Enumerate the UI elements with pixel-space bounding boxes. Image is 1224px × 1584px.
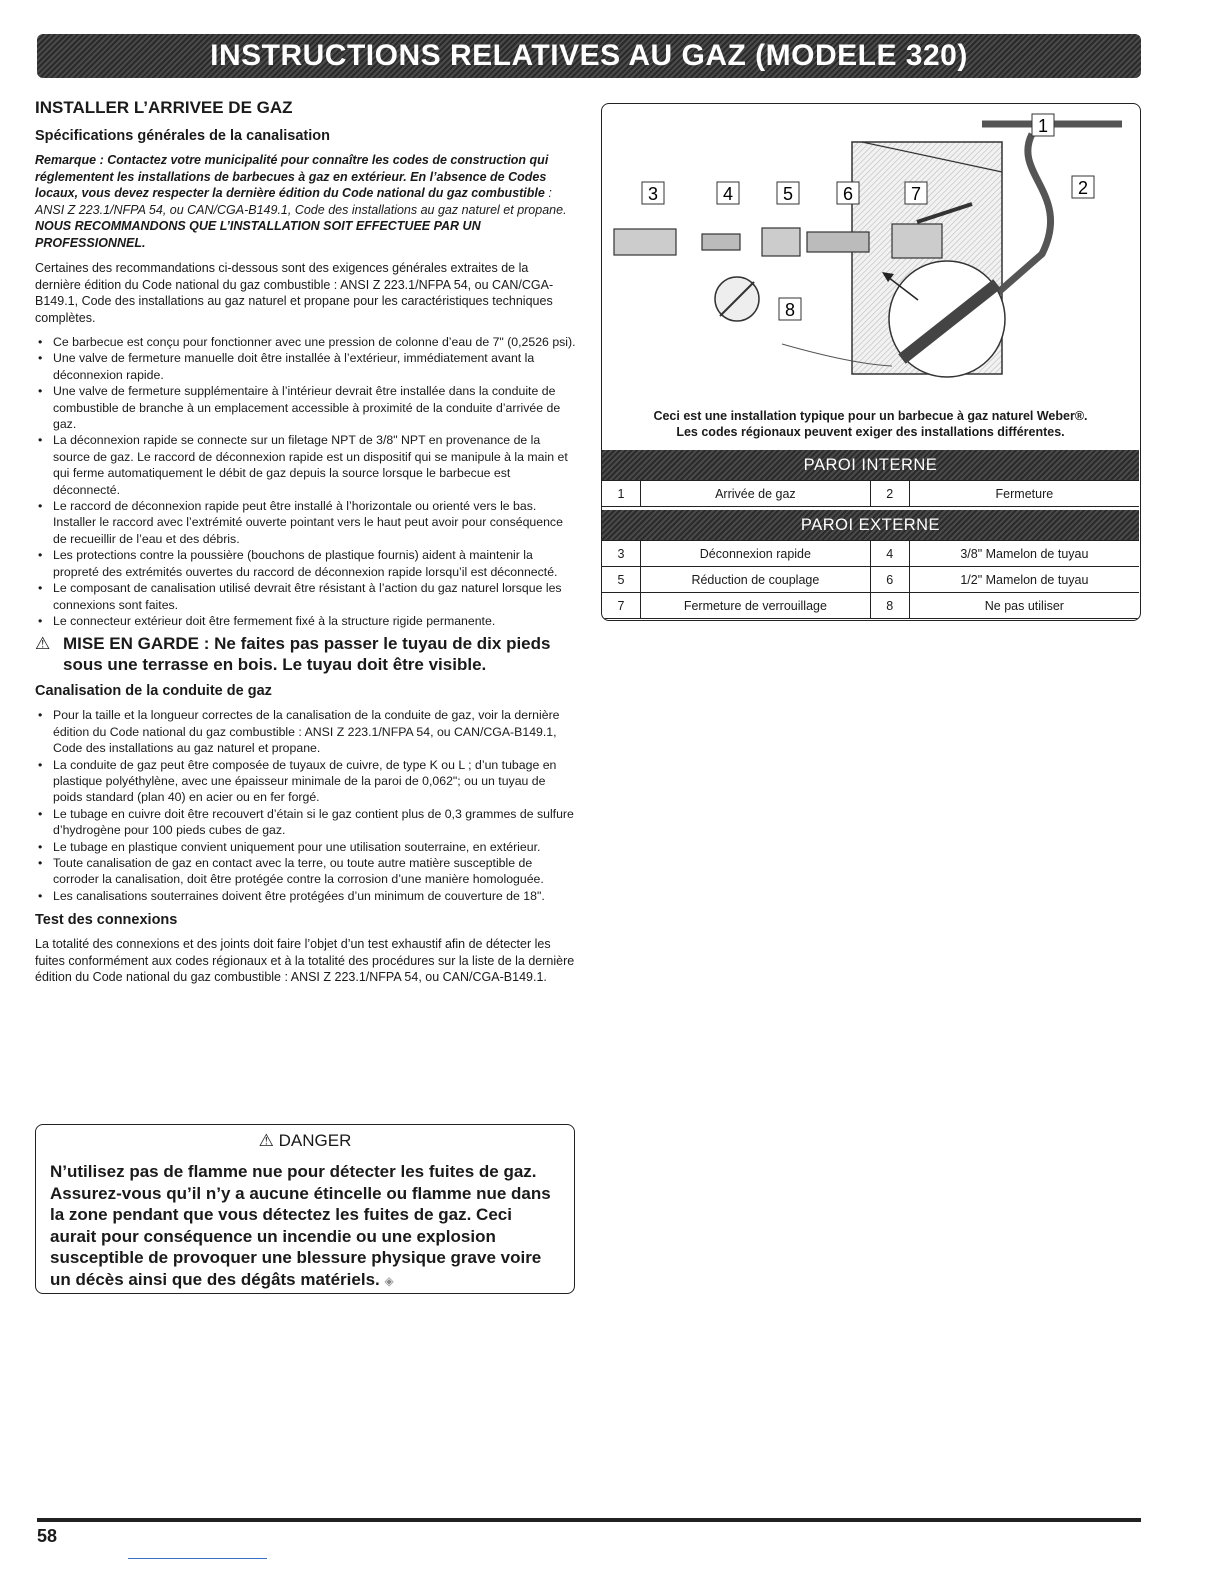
list-item: • La déconnexion rapide se connecte sur un filetage NPT de 3/8" NPT en provenance de la source de gaz. Le raccord de déconnexion rapide est un dispositif qui se manipule à la main et qui ferme automatiquement le débit de gaz depuis la source lorsque le barbecue est déconnecté. [35, 432, 577, 498]
danger-box [35, 1124, 575, 1294]
part-number: 7 [602, 593, 641, 619]
danger-title: DANGER [278, 1131, 352, 1150]
table-row [602, 481, 1139, 507]
list-item: • Ce barbecue est conçu pour fonctionner avec une pression de colonne d’eau de 7" (0,2526 psi). [35, 334, 577, 350]
shutoff-valve-part [892, 224, 942, 258]
caption-line-2: Les codes régionaux peuvent exiger des installations différentes. [676, 425, 1065, 439]
list-item: • Le tubage en plastique convient uniquement pour une utilisation souterraine, en extérieur. [35, 839, 577, 855]
part-label: Réduction de couplage [641, 567, 871, 593]
note-bold: Remarque : Contactez votre municipalité pour connaître les codes de construction qui réglementent les installations de barbecues à gaz en extérieur. En l’absence de Codes locaux, vous devez respecter la dernière édition du Code national du gaz combustible [35, 153, 549, 200]
quick-disconnect-part [614, 229, 676, 255]
part-label: Ne pas utiliser [909, 593, 1139, 619]
page-title: INSTRUCTIONS RELATIVES AU GAZ (MODELE 320) [210, 39, 968, 72]
list-item: • Les protections contre la poussière (bouchons de plastique fournis) aident à maintenir la propreté des extrémités ouvertes du raccord de déconnexion rapide lorsqu’il est déconnecté. [35, 547, 577, 580]
part-label: 3/8" Mamelon de tuyau [909, 541, 1139, 567]
part-number: 8 [870, 593, 909, 619]
specs-list [35, 334, 577, 629]
specs-intro: Certaines des recommandations ci-dessous sont des exigences générales extraites de la dernière édition du Code national du gaz combustible : ANSI Z 223.1/NFPA 54, ou CAN/CGA-B149.1, Code des installations au gaz naturel et propane pour les caractéristiques techniques complètes. [35, 261, 554, 325]
footer-rule [37, 1518, 1141, 1522]
callout-6: 6 [842, 184, 854, 204]
part-number: 5 [602, 567, 641, 593]
part-label: Fermeture [909, 481, 1139, 507]
warning-text: MISE EN GARDE : Ne faites pas passer le tuyau de dix pieds sous une terrasse en bois. Le tuyau doit être visible. [63, 634, 551, 675]
part-label: Fermeture de verrouillage [641, 593, 871, 619]
page-title-banner [37, 34, 1141, 78]
piping-subheading: Canalisation de la conduite de gaz [35, 683, 272, 700]
left-column [35, 98, 577, 994]
nipple-1-2-part [807, 232, 869, 252]
callout-5: 5 [782, 184, 794, 204]
note-regular: : ANSI Z 223.1/NFPA 54, ou CAN/CGA-B149.1, Code des installations au gaz naturel et propane. [35, 186, 567, 217]
internal-wall-title: PAROI INTERNE [803, 455, 938, 474]
callout-3: 3 [647, 184, 659, 204]
part-number: 4 [870, 541, 909, 567]
caption-line-1: Ceci est une installation typique pour un barbecue à gaz naturel Weber®. [653, 409, 1088, 423]
part-label: 1/2" Mamelon de tuyau [909, 567, 1139, 593]
end-mark-icon: ◈ [384, 1273, 394, 1288]
part-number: 6 [870, 567, 909, 593]
footer-link-underline [128, 1558, 267, 1559]
list-item: • Les canalisations souterraines doivent être protégées d’un minimum de couverture de 18". [35, 888, 577, 904]
table-row [602, 593, 1139, 619]
nipple-3-8-part [702, 234, 740, 250]
danger-icon: ⚠ [258, 1131, 274, 1150]
piping-list [35, 707, 577, 904]
internal-wall-header [602, 450, 1139, 480]
list-item: • Une valve de fermeture supplémentaire à l’intérieur devrait être installée dans la conduite de combustible de branche à un emplacement accessible à proximité de la conduite d’arrivée de gaz. [35, 383, 577, 432]
list-item: • Toute canalisation de gaz en contact avec la terre, ou toute autre matière susceptible de corroder la canalisation, doit être protégée contre la corrosion d’une manière homologuée. [35, 855, 577, 888]
list-item: • Le connecteur extérieur doit être fermement fixé à la structure rigide permanente. [35, 613, 577, 629]
warning-icon: ⚠ [35, 634, 51, 654]
part-number: 3 [602, 541, 641, 567]
danger-text: N’utilisez pas de flamme nue pour détecter les fuites de gaz. Assurez-vous qu’il n’y a aucune étincelle ou flamme nue dans la zone pendant que vous détectez les fuites de gaz. Ceci aurait pour conséquence un incendie ou une explosion susceptible de provoquer une blessure physique grave voire un décès ainsi que des dégâts matériels. [50, 1162, 551, 1289]
gas-installation-figure [601, 103, 1141, 621]
callout-4: 4 [722, 184, 734, 204]
list-item: • La conduite de gaz peut être composée de tuyaux de cuivre, de type K ou L ; d’un tubage en plastique polyéthylène, avec une épaisseur minimale de la paroi de 0,062"; ou un tuyau de poids standard (plan 40) en acier ou en fer forgé. [35, 757, 577, 806]
external-wall-header [602, 510, 1139, 540]
external-parts-table [602, 540, 1139, 619]
part-number: 1 [602, 481, 641, 507]
part-number: 2 [870, 481, 909, 507]
specs-subheading: Spécifications générales de la canalisation [35, 128, 330, 144]
list-item: • Le tubage en cuivre doit être recouvert d’étain si le gaz contient plus de 0,3 grammes de sulfure d’hydrogène pour 100 pieds cubes de gaz. [35, 806, 577, 839]
list-item: • Une valve de fermeture manuelle doit être installée à l’extérieur, immédiatement avant la déconnexion rapide. [35, 350, 577, 383]
external-wall-title: PAROI EXTERNE [800, 515, 941, 534]
test-subheading: Test des connexions [35, 912, 178, 929]
callout-2: 2 [1077, 178, 1089, 198]
part-label: Arrivée de gaz [641, 481, 871, 507]
internal-parts-table [602, 480, 1139, 507]
test-text: La totalité des connexions et des joints doit faire l’objet d’un test exhaustif afin de détecter les fuites conformément aux codes régionaux et à la totalité des procédures sur la liste de la dernière édition du Code national du gaz combustible : ANSI Z 223.1/NFPA 54, ou CAN/CGA-B149.1. [35, 937, 575, 985]
installation-note [35, 152, 577, 251]
callout-8: 8 [784, 300, 796, 320]
note-caps: NOUS RECOMMANDONS QUE L’INSTALLATION SOIT EFFECTUEE PAR UN PROFESSIONNEL. [35, 219, 481, 250]
installation-illustration [602, 104, 1139, 404]
callout-7: 7 [910, 184, 922, 204]
table-row [602, 541, 1139, 567]
table-row [602, 567, 1139, 593]
danger-text-block [50, 1161, 560, 1292]
danger-title-row [50, 1131, 560, 1151]
section-heading: INSTALLER L’ARRIVEE DE GAZ [35, 98, 293, 117]
page-number: 58 [37, 1526, 58, 1546]
list-item: • Le composant de canalisation utilisé devrait être résistant à l’action du gaz naturel lorsque les connexions sont faites. [35, 580, 577, 613]
warning-notice [35, 633, 577, 675]
reducer-part [762, 228, 800, 256]
part-label: Déconnexion rapide [641, 541, 871, 567]
figure-caption [602, 408, 1139, 440]
list-item: • Pour la taille et la longueur correctes de la canalisation de la conduite de gaz, voir la dernière édition du Code national du gaz combustible : ANSI Z 223.1/NFPA 54, ou CAN/CGA-B149.1, Code des installations au gaz naturel et propane. [35, 707, 577, 756]
list-item: • Le raccord de déconnexion rapide peut être installé à l’horizontale ou orienté vers le bas. Installer le raccord avec l’extrémité ouverte pointant vers le haut peut avoir pour conséquence de recueillir de l’eau et des débris. [35, 498, 577, 547]
callout-1: 1 [1037, 116, 1049, 136]
